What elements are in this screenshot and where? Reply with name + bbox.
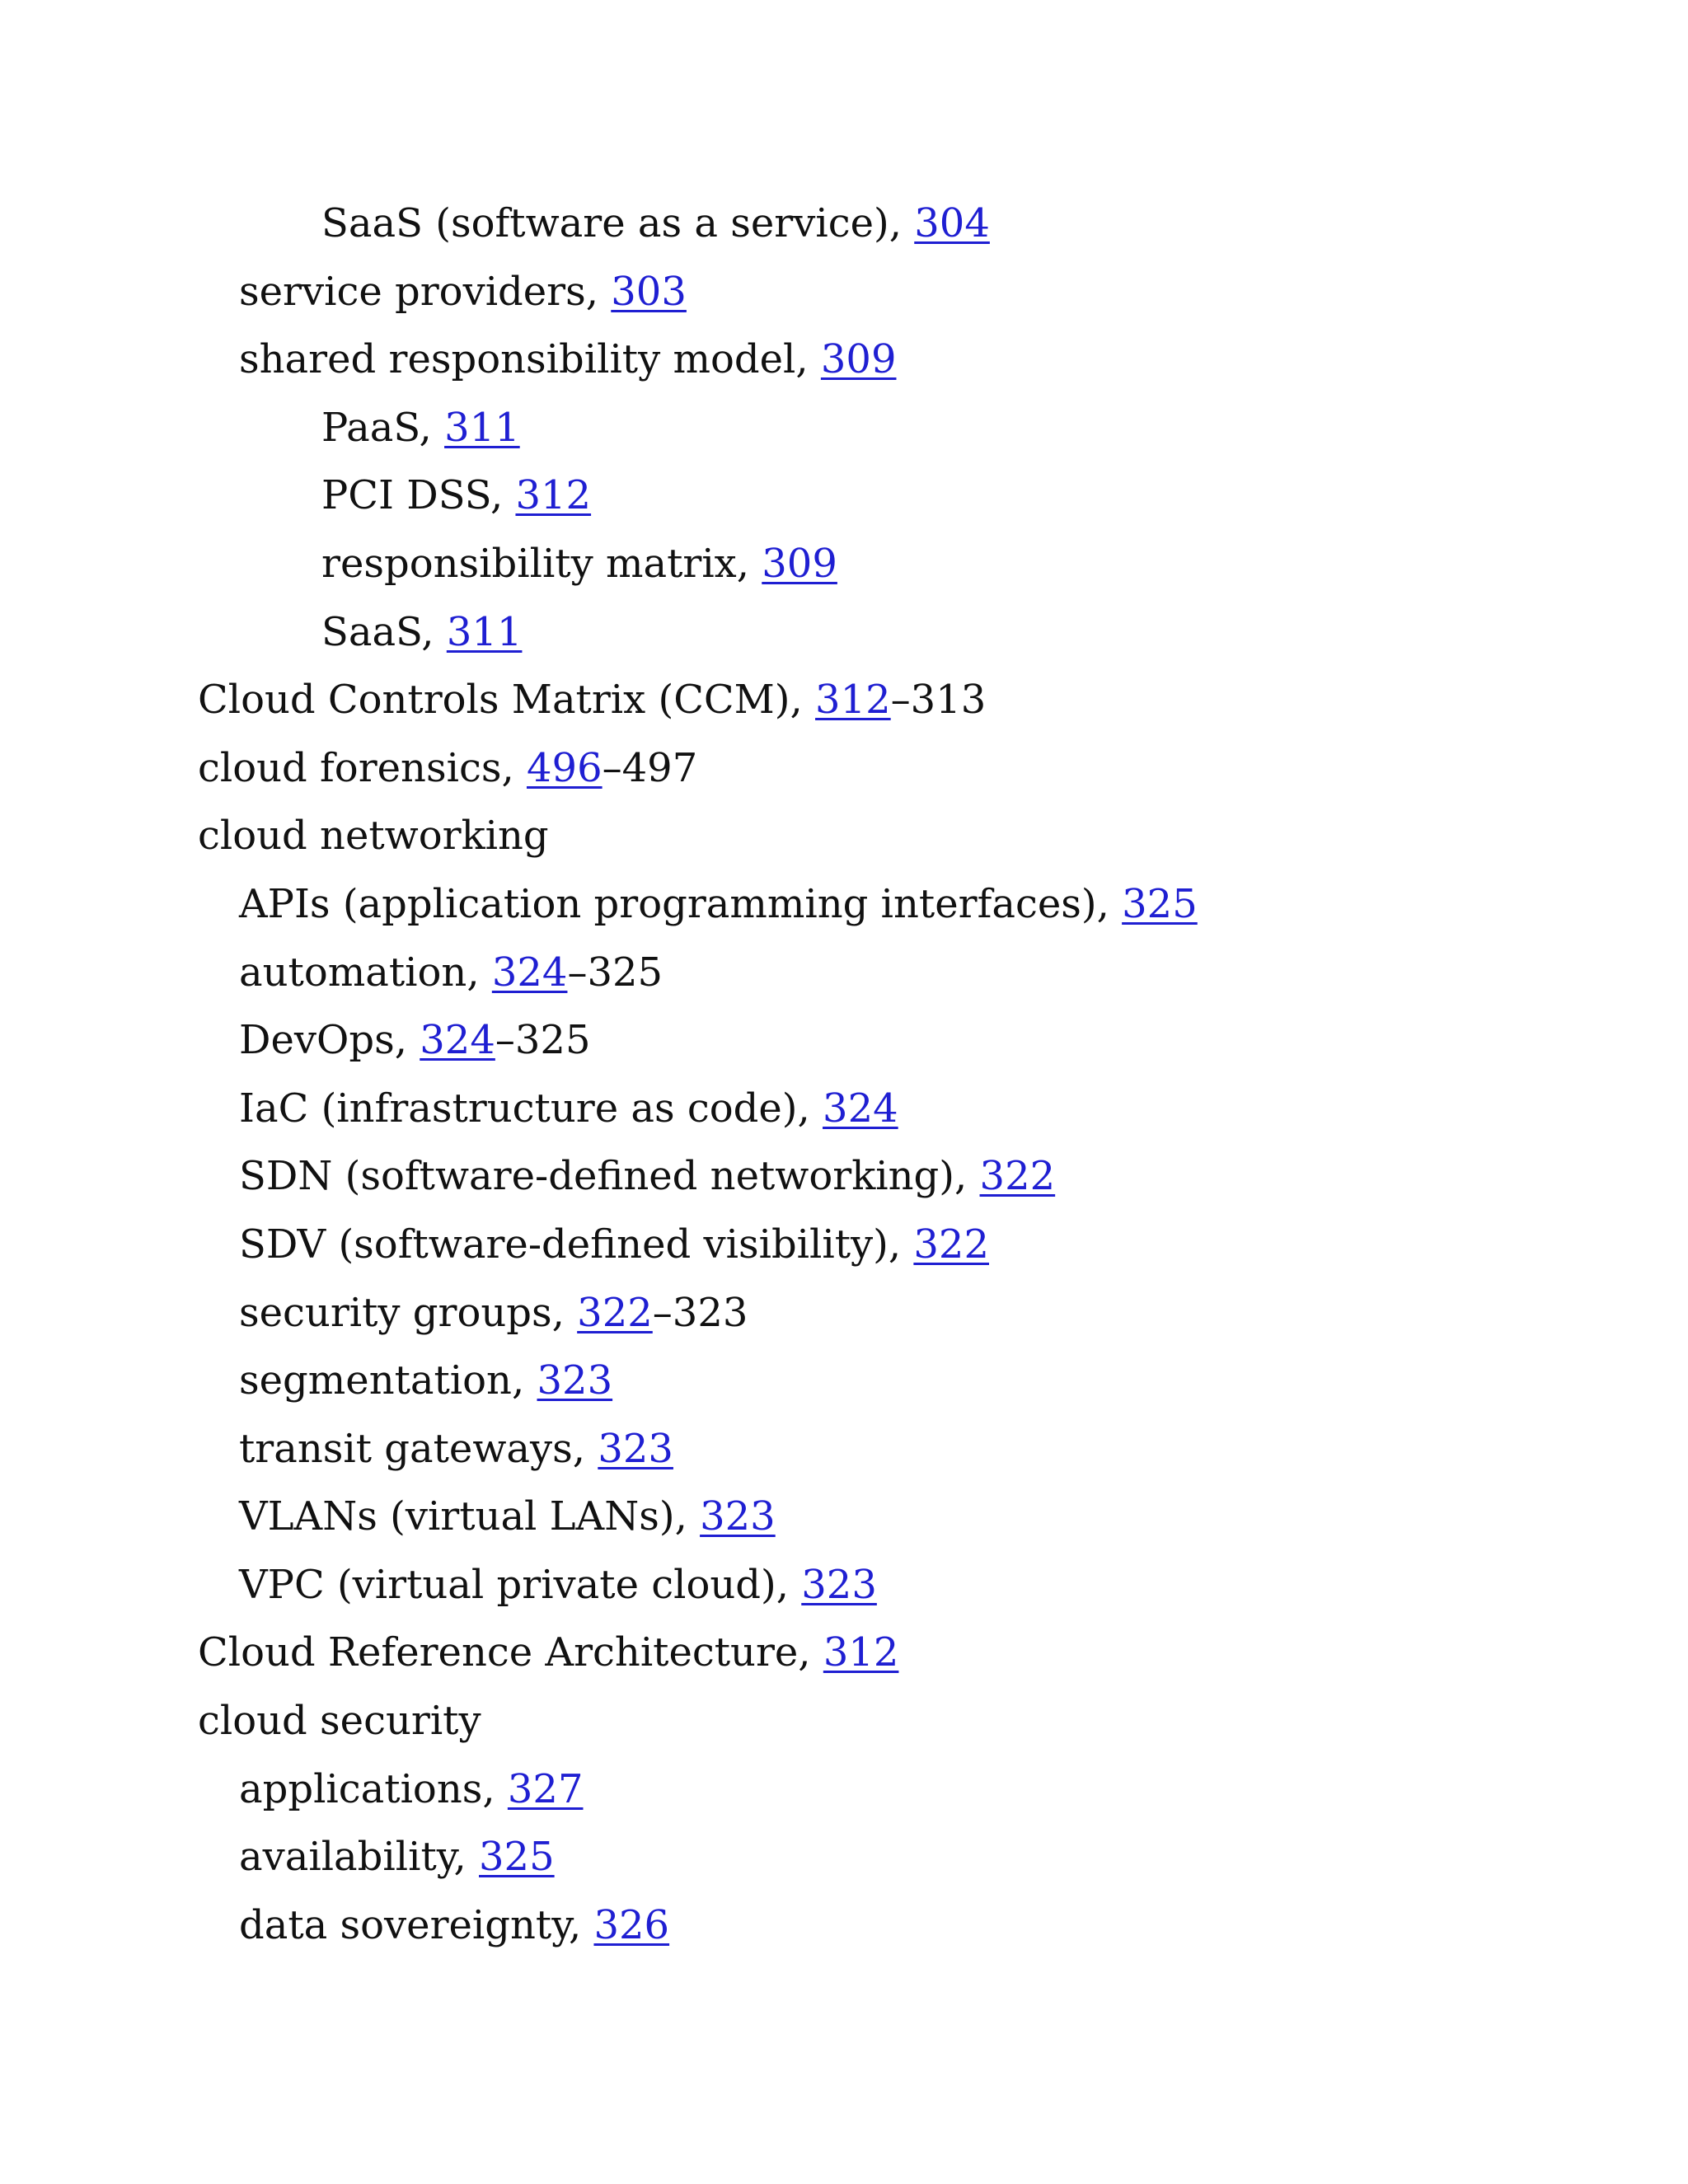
page-reference-link[interactable]: 311: [444, 404, 520, 451]
index-term: cloud networking: [198, 813, 549, 860]
index-separator: ,: [572, 1425, 598, 1472]
page-reference-link[interactable]: 323: [537, 1357, 613, 1404]
index-entry: [0, 1619, 1688, 1687]
page-range-end: 313: [910, 677, 987, 724]
index-term: SDN (software-defined networking): [239, 1153, 955, 1200]
range-dash: –: [890, 677, 911, 724]
page-reference-link[interactable]: 327: [507, 1765, 584, 1812]
index-term: segmentation: [239, 1357, 512, 1404]
index-entry: [0, 666, 1688, 734]
index-separator: ,: [674, 1493, 701, 1540]
page-reference-link[interactable]: 309: [762, 540, 837, 587]
index-entry: [0, 326, 1688, 394]
page-reference-link[interactable]: 312: [823, 1629, 899, 1676]
index-term: SaaS: [321, 608, 422, 655]
page-range-end: 325: [514, 1017, 591, 1064]
page-reference-link[interactable]: 324: [420, 1017, 495, 1064]
index-entry: [0, 802, 1688, 870]
index-entry: [0, 1415, 1688, 1483]
page-reference-link[interactable]: 323: [700, 1493, 776, 1540]
index-term: APIs (application programming interfaces): [239, 880, 1097, 927]
index-entry-list: [0, 190, 1688, 1959]
index-separator: ,: [798, 1629, 823, 1676]
index-term: PCI DSS: [321, 472, 490, 519]
index-separator: ,: [419, 404, 445, 451]
index-separator: ,: [568, 1901, 594, 1948]
index-separator: ,: [490, 472, 516, 519]
page-reference-link[interactable]: 322: [979, 1153, 1056, 1200]
page-reference-link[interactable]: 322: [913, 1221, 989, 1268]
index-entry: [0, 598, 1688, 667]
index-term: Cloud Controls Matrix (CCM): [198, 677, 790, 724]
index-separator: ,: [1096, 880, 1123, 927]
index-entry: [0, 1823, 1688, 1891]
range-dash: –: [652, 1289, 673, 1336]
index-term: shared responsibility model: [239, 336, 796, 383]
index-term: transit gateways: [239, 1425, 573, 1472]
index-separator: ,: [776, 1561, 802, 1608]
index-term: Cloud Reference Architecture: [198, 1629, 799, 1676]
index-term: service providers: [239, 268, 586, 315]
index-entry: [0, 939, 1688, 1007]
index-separator: ,: [482, 1765, 508, 1812]
index-entry: [0, 1483, 1688, 1551]
index-entry: [0, 1075, 1688, 1143]
index-separator: ,: [421, 608, 447, 655]
index-separator: ,: [795, 336, 821, 383]
index-separator: ,: [585, 268, 612, 315]
index-entry: [0, 1687, 1688, 1755]
index-entry: [0, 1891, 1688, 1960]
index-entry: [0, 1211, 1688, 1279]
index-entry: [0, 1142, 1688, 1211]
index-term: cloud security: [198, 1698, 481, 1745]
index-separator: ,: [736, 540, 762, 587]
page-range-end: 323: [672, 1289, 748, 1336]
range-dash: –: [567, 949, 588, 996]
page-reference-link[interactable]: 303: [611, 268, 687, 315]
page-range-end: 497: [621, 744, 698, 791]
index-separator: ,: [797, 1085, 823, 1132]
index-term: responsibility matrix: [321, 540, 737, 587]
index-term: cloud forensics: [198, 744, 502, 791]
index-separator: ,: [453, 1834, 479, 1881]
page-reference-link[interactable]: 323: [598, 1425, 673, 1472]
index-separator: ,: [888, 1221, 914, 1268]
index-term: automation: [239, 949, 467, 996]
page-reference-link[interactable]: 324: [823, 1085, 898, 1132]
page-reference-link[interactable]: 312: [815, 677, 891, 724]
page-reference-link[interactable]: 496: [526, 744, 603, 791]
range-dash: –: [602, 744, 622, 791]
page-reference-link[interactable]: 309: [820, 336, 897, 383]
index-separator: ,: [467, 949, 492, 996]
index-term: data sovereignty: [239, 1901, 569, 1948]
page-reference-link[interactable]: 325: [1122, 880, 1198, 927]
index-separator: ,: [551, 1289, 578, 1336]
index-entry: [0, 394, 1688, 462]
index-entry: [0, 1347, 1688, 1415]
index-separator: ,: [501, 744, 527, 791]
index-entry: [0, 462, 1688, 530]
index-entry: [0, 190, 1688, 258]
index-separator: ,: [954, 1153, 980, 1200]
index-separator: ,: [394, 1017, 420, 1064]
page-reference-link[interactable]: 311: [446, 608, 523, 655]
index-term: security groups: [239, 1289, 552, 1336]
range-dash: –: [495, 1017, 515, 1064]
index-entry: [0, 1279, 1688, 1347]
page-reference-link[interactable]: 304: [914, 200, 990, 246]
page-reference-link[interactable]: 312: [515, 472, 592, 519]
index-separator: ,: [511, 1357, 537, 1404]
index-separator: ,: [790, 677, 816, 724]
index-term: VPC (virtual private cloud): [239, 1561, 776, 1608]
page-reference-link[interactable]: 324: [491, 949, 568, 996]
index-entry: [0, 1006, 1688, 1075]
index-entry: [0, 734, 1688, 803]
index-entry: [0, 1551, 1688, 1619]
page-reference-link[interactable]: 322: [577, 1289, 653, 1336]
index-term: SDV (software-defined visibility): [239, 1221, 889, 1268]
index-entry: [0, 258, 1688, 326]
index-term: SaaS (software as a service): [321, 200, 889, 246]
index-entry: [0, 870, 1688, 939]
page-reference-link[interactable]: 326: [593, 1901, 670, 1948]
page-reference-link[interactable]: 323: [801, 1561, 877, 1608]
index-term: applications: [239, 1765, 483, 1812]
page-range-end: 325: [587, 949, 663, 996]
index-term: DevOps: [239, 1017, 395, 1064]
index-term: VLANs (virtual LANs): [239, 1493, 675, 1540]
index-term: PaaS: [321, 404, 420, 451]
index-separator: ,: [889, 200, 915, 246]
index-entry: [0, 1755, 1688, 1824]
index-term: availability: [239, 1834, 454, 1881]
page-reference-link[interactable]: 325: [479, 1834, 555, 1881]
index-term: IaC (infrastructure as code): [239, 1085, 798, 1132]
index-entry: [0, 530, 1688, 598]
